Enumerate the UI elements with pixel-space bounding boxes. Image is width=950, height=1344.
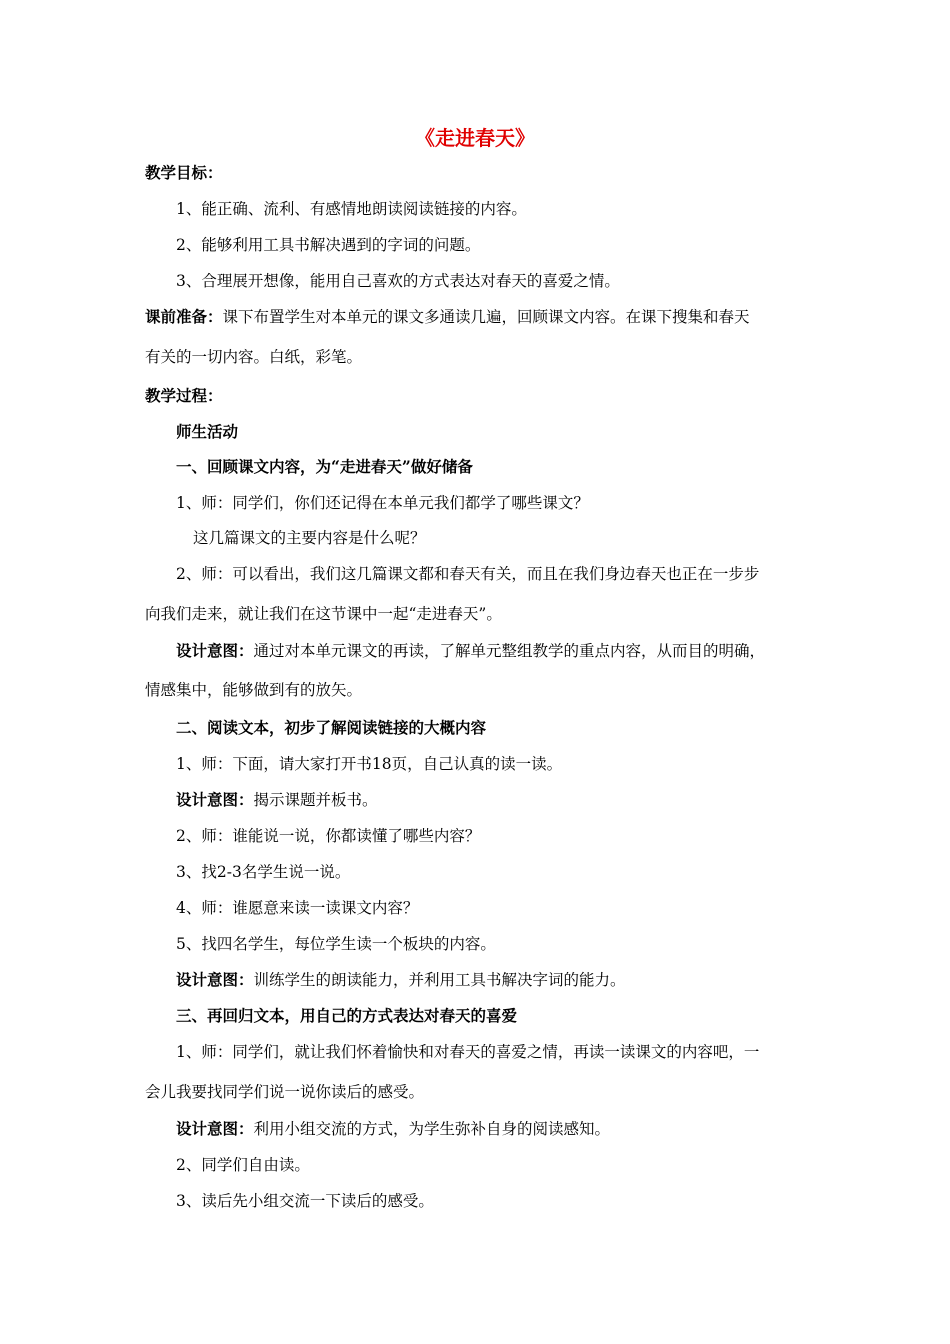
text-line	[145, 1082, 424, 1102]
text-line	[193, 528, 426, 548]
document-title: 《走进春天》	[415, 126, 535, 150]
text-line	[176, 235, 480, 255]
line-text: 情感集中，能够做到有的放矢。	[145, 681, 363, 699]
line-text: 通过对本单元课文的再读，了解单元整组教学的重点内容，从而目的明确，	[253, 642, 766, 660]
text-line	[145, 307, 750, 327]
text-line	[176, 493, 589, 513]
text-line	[176, 422, 238, 442]
text-line	[176, 1119, 610, 1139]
text-line	[176, 898, 418, 918]
line-text: 训练学生的朗读能力，并利用工具书解决字词的能力。	[253, 971, 626, 989]
text-line	[176, 934, 496, 954]
text-line	[176, 641, 765, 661]
text-line	[176, 564, 759, 584]
bold-label: 设计意图：	[176, 641, 254, 660]
text-line	[176, 754, 562, 774]
line-text: 揭示课题并板书。	[253, 791, 378, 809]
line-text: 1、能正确、流利、有感情地朗读阅读链接的内容。	[176, 200, 527, 218]
text-line	[145, 386, 223, 406]
text-line	[176, 1006, 517, 1026]
bold-label: 设计意图：	[176, 790, 254, 809]
line-text: 利用小组交流的方式，为学生弥补自身的阅读感知。	[253, 1120, 611, 1138]
text-line	[176, 970, 626, 990]
line-text: 课下布置学生对本单元的课文多通读几遍，回顾课文内容。在课下搜集和春天	[222, 308, 750, 326]
text-line	[176, 1155, 310, 1175]
line-text: 1、师：同学们，你们还记得在本单元我们都学了哪些课文？	[176, 494, 589, 512]
line-text: 2、师：谁能说一说，你都读懂了哪些内容？	[176, 827, 481, 845]
bold-label: 设计意图：	[176, 970, 254, 989]
line-text: 有关的一切内容。白纸，彩笔。	[145, 348, 363, 366]
line-text: 2、师：可以看出，我们这几篇课文都和春天有关，而且在我们身边春天也正在一步步	[176, 565, 760, 583]
line-text: 1、师：同学们，就让我们怀着愉快和对春天的喜爱之情，再读一读课文的内容吧，一	[176, 1043, 760, 1061]
line-text: 2、能够利用工具书解决遇到的字词的问题。	[176, 236, 481, 254]
line-text: 4、师：谁愿意来读一读课文内容？	[176, 899, 419, 917]
text-line	[176, 199, 527, 219]
text-line	[176, 457, 473, 477]
text-line	[176, 718, 486, 738]
text-line	[176, 790, 378, 810]
bold-label: 教学目标：	[145, 163, 223, 182]
text-line	[145, 680, 362, 700]
bold-label: 设计意图：	[176, 1119, 254, 1138]
text-line	[145, 604, 502, 624]
text-line	[176, 271, 620, 291]
bold-label: 教学过程：	[145, 386, 223, 405]
line-text: 3、读后先小组交流一下读后的感受。	[176, 1192, 434, 1210]
line-text: 3、找2-3名学生说一说。	[176, 863, 351, 881]
bold-label: 二、阅读文本，初步了解阅读链接的大概内容	[176, 718, 487, 737]
line-text: 向我们走来，就让我们在这节课中一起“走进春天”。	[145, 605, 502, 623]
text-line	[176, 1042, 759, 1062]
line-text: 1、师：下面，请大家打开书18页，自己认真的读一读。	[176, 755, 563, 773]
bold-label: 师生活动	[176, 422, 239, 441]
bold-label: 三、再回归文本，用自己的方式表达对春天的喜爱	[176, 1006, 518, 1025]
line-text: 会儿我要找同学们说一说你读后的感受。	[145, 1083, 425, 1101]
text-line	[176, 862, 350, 882]
text-line	[145, 163, 223, 183]
text-line	[145, 347, 362, 367]
bold-label: 课前准备：	[145, 307, 223, 326]
line-text: 3、合理展开想像，能用自己喜欢的方式表达对春天的喜爱之情。	[176, 272, 620, 290]
line-text: 5、找四名学生，每位学生读一个板块的内容。	[176, 935, 496, 953]
line-text: 这几篇课文的主要内容是什么呢？	[193, 529, 426, 547]
bold-label: 一、回顾课文内容，为“走进春天”做好储备	[176, 457, 473, 476]
line-text: 2、同学们自由读。	[176, 1156, 310, 1174]
text-line	[176, 826, 480, 846]
text-line	[176, 1191, 434, 1211]
